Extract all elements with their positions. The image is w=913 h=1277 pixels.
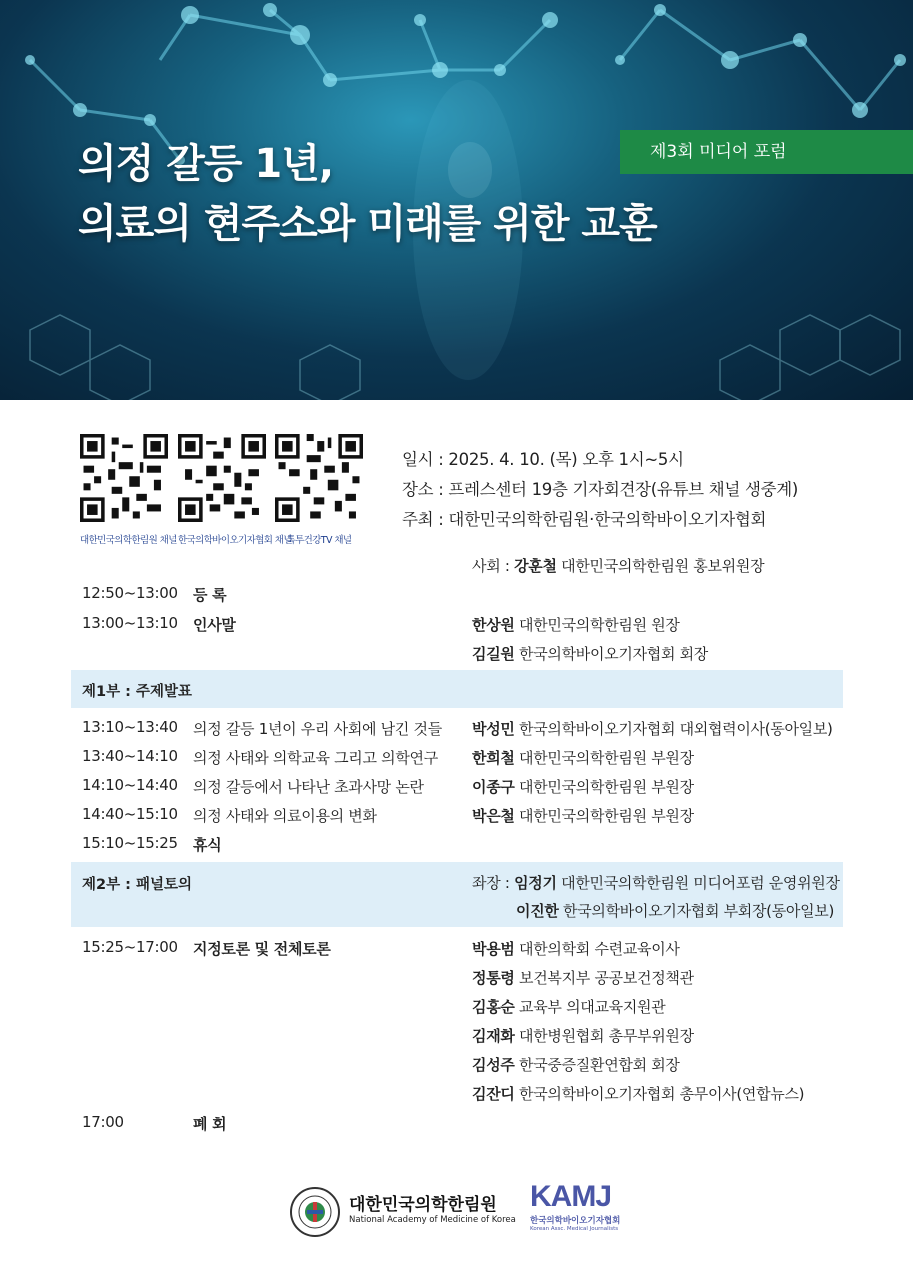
speaker-title: 대한의학회 수련교육이사 (519, 940, 680, 958)
moderator-label: 사회 : (472, 557, 510, 575)
schedule-title: 등 록 (193, 586, 227, 604)
topic-title: 의정 사태와 의학교육 그리고 의학연구 (193, 749, 438, 767)
kamj-name: 한국의학바이오기자협회 (530, 1216, 621, 1226)
qr-block-talktv (275, 434, 363, 546)
speaker-title: 대한민국의학한림원 원장 (519, 616, 680, 634)
chair-title: 대한민국의학한림원 미디어포럼 운영위원장 (561, 874, 840, 892)
chair-line (472, 872, 840, 893)
qr-code[interactable] (178, 434, 266, 522)
qr-caption: 한국의학바이오기자협회 채널 (178, 535, 292, 546)
part1-label: 제1부 : 주제발표 (82, 684, 193, 700)
moderator-line (472, 555, 764, 576)
speaker-title: 대한병원협회 총무부위원장 (519, 1027, 694, 1045)
speaker-name: 이종구 (472, 778, 515, 796)
chair-title: 한국의학바이오기자협회 부회장(동아일보) (563, 902, 835, 920)
speaker-title: 한국중증질환연합회 회장 (519, 1056, 680, 1074)
chair-name: 이진한 (516, 902, 559, 920)
hero-title-line2: 의료의 현주소와 미래를 위한 교훈 (78, 201, 657, 247)
schedule-time: 13:10~13:40 (82, 718, 178, 736)
speaker-line (472, 805, 694, 826)
schedule-title: 인사말 (193, 616, 236, 634)
moderator-title: 대한민국의학한림원 홍보위원장 (561, 557, 765, 575)
part2-label: 제2부 : 패널토의 (82, 877, 193, 893)
event-host: 주최 : 대한민국의학한림원·한국의학바이오기자협회 (402, 510, 767, 529)
kamj-logo: KAMJ (530, 1180, 612, 1213)
topic-title: 지정토론 및 전체토론 (193, 940, 331, 958)
nam-english-name: National Academy of Medicine of Korea (349, 1215, 516, 1225)
panelist-line (472, 1054, 680, 1075)
speaker-title: 대한민국의학한림원 부원장 (519, 749, 694, 767)
kamj-english-name: Korean Assc. Medical Journalists (530, 1226, 619, 1232)
closing-label: 폐 회 (193, 1115, 227, 1133)
qr-code[interactable] (275, 434, 363, 522)
speaker-name: 한희철 (472, 749, 515, 767)
greeter-line (472, 614, 680, 635)
panelist-line (472, 938, 680, 959)
hero-title-line1: 의정 갈등 1년, (78, 141, 334, 187)
nam-seal-icon (289, 1186, 341, 1238)
speaker-name: 김길원 (472, 645, 515, 663)
topic-title: 의정 사태와 의료이용의 변화 (193, 807, 377, 825)
speaker-line (472, 776, 694, 797)
schedule-time: 13:40~14:10 (82, 747, 178, 765)
speaker-line (472, 718, 833, 739)
speaker-name: 박은철 (472, 807, 515, 825)
qr-caption: 톡투건강TV 채널 (286, 535, 352, 546)
panelist-line (472, 1025, 694, 1046)
speaker-name: 김성주 (472, 1056, 515, 1074)
chair-name: 임정기 (514, 874, 557, 892)
qr-caption: 대한민국의학한림원 채널 (80, 535, 177, 546)
hero-banner (0, 0, 913, 400)
forum-badge: 제3회 미디어 포럼 (620, 130, 913, 174)
chair-label: 좌장 : (472, 874, 510, 892)
schedule-time: 14:40~15:10 (82, 805, 178, 823)
qr-block-kamj (178, 434, 292, 546)
schedule-time: 13:00~13:10 (82, 614, 178, 632)
nam-name: 대한민국의학한림원 (349, 1195, 497, 1215)
speaker-title: 보건복지부 공공보건정책관 (519, 969, 694, 987)
moderator-name: 강훈철 (514, 557, 557, 575)
speaker-name: 박성민 (472, 720, 515, 738)
qr-code[interactable] (80, 434, 168, 522)
speaker-title: 대한민국의학한림원 부원장 (519, 778, 694, 796)
panelist-line (472, 1083, 804, 1104)
speaker-name: 박용범 (472, 940, 515, 958)
speaker-line (472, 747, 694, 768)
panelist-line (472, 996, 665, 1017)
speaker-name: 김재화 (472, 1027, 515, 1045)
break-label: 휴식 (193, 836, 222, 854)
speaker-name: 김잔디 (472, 1085, 515, 1103)
greeter-line (472, 643, 708, 664)
schedule-time: 15:10~15:25 (82, 834, 178, 852)
topic-title: 의정 갈등 1년이 우리 사회에 남긴 것들 (193, 720, 442, 738)
speaker-title: 대한민국의학한림원 부원장 (519, 807, 694, 825)
schedule-time: 14:10~14:40 (82, 776, 178, 794)
schedule-time: 17:00 (82, 1113, 124, 1131)
topic-title: 의정 갈등에서 나타난 초과사망 논란 (193, 778, 424, 796)
speaker-title: 한국의학바이오기자협회 총무이사(연합뉴스) (519, 1085, 805, 1103)
speaker-name: 김홍순 (472, 998, 515, 1016)
speaker-title: 한국의학바이오기자협회 대외협력이사(동아일보) (519, 720, 833, 738)
speaker-title: 한국의학바이오기자협회 회장 (519, 645, 708, 663)
chair-line (516, 900, 834, 921)
qr-block-nam (80, 434, 177, 546)
panelist-line (472, 967, 694, 988)
schedule-time: 12:50~13:00 (82, 584, 178, 602)
event-date: 일시 : 2025. 4. 10. (목) 오후 1시~5시 (402, 450, 684, 469)
speaker-name: 한상원 (472, 616, 515, 634)
event-venue: 장소 : 프레스센터 19층 기자회견장(유튜브 채널 생중계) (402, 480, 799, 499)
speaker-name: 정통령 (472, 969, 515, 987)
schedule-time: 15:25~17:00 (82, 938, 178, 956)
speaker-title: 교육부 의대교육지원관 (519, 998, 666, 1016)
